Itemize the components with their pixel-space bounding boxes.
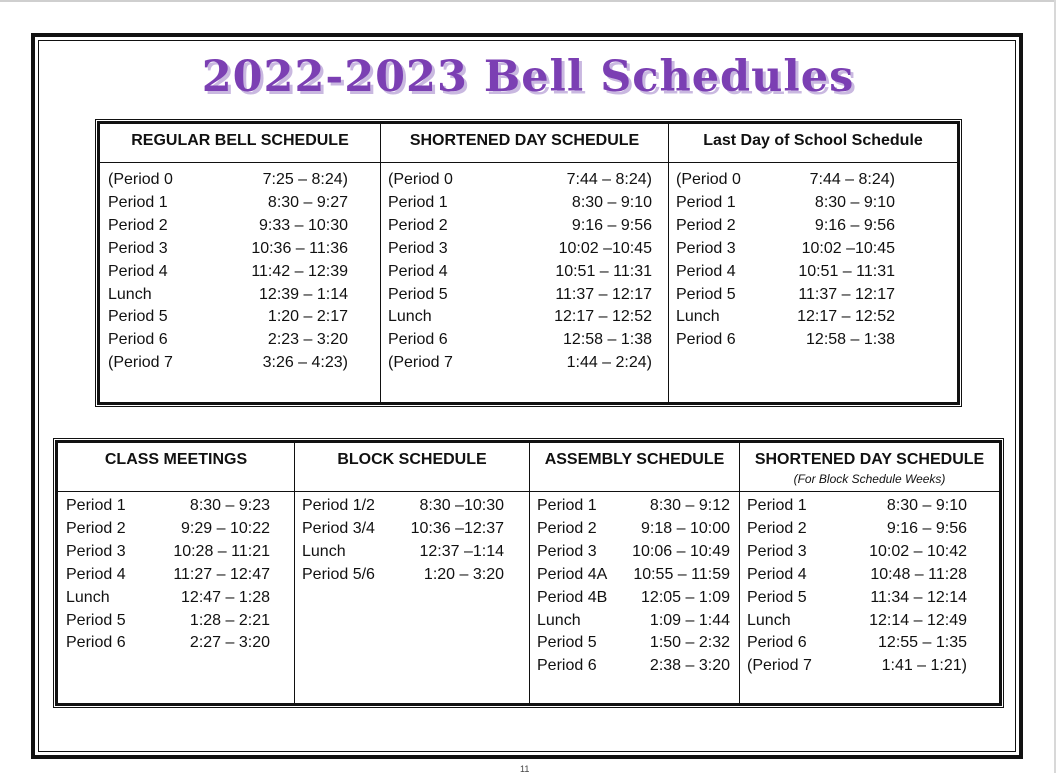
schedule-row xyxy=(388,352,652,375)
schedule-row xyxy=(676,169,895,192)
period-time: 10:02 – 10:42 xyxy=(869,542,967,560)
schedule-row xyxy=(108,169,348,192)
shortened-day-column xyxy=(381,163,669,404)
shortened-day-list xyxy=(388,166,652,375)
schedule-row xyxy=(108,284,348,307)
period-time: 10:36 –12:37 xyxy=(410,519,504,537)
period-time: 8:30 –10:30 xyxy=(419,497,504,514)
schedule-row xyxy=(747,495,967,518)
period-label: Period 6 xyxy=(676,331,736,349)
period-label: Period 5 xyxy=(388,285,448,303)
block-shortened-day-column xyxy=(740,492,1001,705)
period-label: (Period 0 xyxy=(676,171,741,188)
schedule-row xyxy=(108,192,348,215)
schedule-row xyxy=(302,564,504,587)
block-schedule-list xyxy=(302,492,504,587)
period-time: 10:02 –10:45 xyxy=(801,239,895,257)
period-label: Period 4 xyxy=(388,262,448,280)
period-label: Lunch xyxy=(302,542,346,560)
period-label: Period 6 xyxy=(537,657,597,675)
period-time: 1:41 – 1:21) xyxy=(881,657,967,675)
period-label: Period 2 xyxy=(747,519,807,537)
assembly-schedule-column xyxy=(530,492,740,705)
schedule-row xyxy=(66,564,270,587)
period-time: 12:47 – 1:28 xyxy=(181,588,270,606)
period-label: Period 5/6 xyxy=(302,565,375,583)
schedule-row xyxy=(388,306,652,329)
schedule-row xyxy=(676,306,895,329)
class-meetings-column xyxy=(57,492,295,705)
period-label: Period 4A xyxy=(537,565,608,583)
period-label: Period 6 xyxy=(388,331,448,349)
block-shortened-day-heading xyxy=(740,442,1001,492)
period-time: 9:16 – 9:56 xyxy=(886,519,967,537)
class-meetings-list xyxy=(66,492,270,655)
last-day-schedule-heading: Last Day of School Schedule xyxy=(669,123,959,163)
period-time: 1:50 – 2:32 xyxy=(649,634,730,652)
period-label: Period 5 xyxy=(676,285,736,303)
schedule-row xyxy=(676,329,895,352)
schedule-row xyxy=(676,215,895,238)
period-label: Period 1 xyxy=(66,497,126,514)
period-time: 12:55 – 1:35 xyxy=(878,634,967,652)
schedule-row xyxy=(537,587,730,610)
schedule-row xyxy=(108,261,348,284)
schedule-row xyxy=(108,306,348,329)
period-time: 10:28 – 11:21 xyxy=(173,542,270,560)
class-meetings-heading: CLASS MEETINGS xyxy=(57,442,295,492)
period-time: 1:09 – 1:44 xyxy=(649,611,730,629)
schedule-row xyxy=(537,518,730,541)
block-shortened-day-title: SHORTENED DAY SCHEDULE xyxy=(754,451,985,468)
schedule-row xyxy=(108,238,348,261)
period-label: Period 5 xyxy=(747,588,807,606)
period-label: Lunch xyxy=(388,308,432,326)
period-label: Period 1 xyxy=(108,193,168,211)
schedule-row xyxy=(66,495,270,518)
period-label: (Period 7 xyxy=(747,657,812,675)
period-time: 11:34 – 12:14 xyxy=(870,588,967,606)
period-label: Period 3/4 xyxy=(302,519,375,537)
period-time: 10:02 –10:45 xyxy=(558,239,652,257)
period-label: Period 3 xyxy=(676,239,736,257)
period-time: 9:29 – 10:22 xyxy=(181,519,270,537)
period-label: Period 4 xyxy=(676,262,736,280)
schedule-row xyxy=(537,655,730,678)
page-top-edge xyxy=(0,0,1056,2)
period-label: Period 1 xyxy=(676,193,736,211)
schedule-row xyxy=(537,632,730,655)
period-label: Period 3 xyxy=(108,239,168,257)
period-time: 1:28 – 2:21 xyxy=(189,611,270,629)
period-time: 8:30 – 9:10 xyxy=(886,497,967,514)
assembly-schedule-heading: ASSEMBLY SCHEDULE xyxy=(530,442,740,492)
schedule-row xyxy=(388,192,652,215)
period-label: (Period 0 xyxy=(388,171,453,188)
page-title: 2022-2023 Bell Schedules xyxy=(201,52,855,102)
period-label: Period 5 xyxy=(108,308,168,326)
schedule-row xyxy=(537,495,730,518)
period-label: Period 1 xyxy=(537,497,597,514)
schedule-row xyxy=(302,518,504,541)
period-time: 12:05 – 1:09 xyxy=(641,588,730,606)
period-time: 9:33 – 10:30 xyxy=(259,216,348,234)
period-label: Lunch xyxy=(747,611,791,629)
schedule-row xyxy=(676,192,895,215)
schedule-row xyxy=(66,541,270,564)
period-time: 11:27 – 12:47 xyxy=(173,565,270,583)
period-label: Period 4 xyxy=(108,262,168,280)
period-label: Period 2 xyxy=(676,216,736,234)
period-time: 12:58 – 1:38 xyxy=(563,331,652,349)
period-time: 12:17 – 12:52 xyxy=(797,308,895,326)
period-label: (Period 7 xyxy=(388,354,453,372)
block-schedule-column xyxy=(295,492,530,705)
period-label: Lunch xyxy=(537,611,581,629)
period-label: Period 4 xyxy=(66,565,126,583)
last-day-column xyxy=(669,163,959,404)
block-schedule-heading: BLOCK SCHEDULE xyxy=(295,442,530,492)
period-label: Period 2 xyxy=(66,519,126,537)
schedule-row xyxy=(537,564,730,587)
period-label: Period 2 xyxy=(537,519,597,537)
period-label: Period 6 xyxy=(66,634,126,652)
schedule-row xyxy=(537,610,730,633)
period-label: Period 5 xyxy=(537,634,597,652)
schedule-row xyxy=(108,329,348,352)
period-time: 8:30 – 9:27 xyxy=(267,193,348,211)
period-label: Period 2 xyxy=(108,216,168,234)
schedule-row xyxy=(108,215,348,238)
period-label: Period 1 xyxy=(747,497,807,514)
block-shortened-day-list xyxy=(747,492,967,678)
period-label: Period 3 xyxy=(537,542,597,560)
period-label: Period 6 xyxy=(108,331,168,349)
period-label: Period 2 xyxy=(388,216,448,234)
schedule-row xyxy=(676,238,895,261)
shortened-day-schedule-heading: SHORTENED DAY SCHEDULE xyxy=(381,123,669,163)
schedule-row xyxy=(302,495,504,518)
period-time: 11:37 – 12:17 xyxy=(798,285,895,303)
period-time: 2:23 – 3:20 xyxy=(267,331,348,349)
period-label: Period 5 xyxy=(66,611,126,629)
schedule-row xyxy=(108,352,348,375)
period-time: 10:06 – 10:49 xyxy=(632,542,730,560)
schedule-row xyxy=(66,632,270,655)
period-time: 9:18 – 10:00 xyxy=(641,519,730,537)
period-time: 11:37 – 12:17 xyxy=(555,285,652,303)
schedule-row xyxy=(66,587,270,610)
period-time: 1:44 – 2:24) xyxy=(566,354,652,372)
schedule-row xyxy=(747,541,967,564)
schedule-row xyxy=(676,261,895,284)
period-label: Period 4B xyxy=(537,588,608,606)
period-label: Period 3 xyxy=(66,542,126,560)
period-time: 1:20 – 3:20 xyxy=(423,565,504,583)
period-label: Period 4 xyxy=(747,565,807,583)
period-time: 12:37 –1:14 xyxy=(419,542,504,560)
period-label: Lunch xyxy=(676,308,720,326)
last-day-list xyxy=(676,166,895,352)
period-time: 3:26 – 4:23) xyxy=(262,354,348,372)
schedule-row xyxy=(747,518,967,541)
schedule-row xyxy=(388,261,652,284)
schedule-row xyxy=(747,632,967,655)
schedule-row xyxy=(388,169,652,192)
page-number: 11 xyxy=(520,764,530,774)
schedule-row xyxy=(747,655,967,678)
period-time: 7:44 – 8:24) xyxy=(566,171,652,188)
period-time: 11:42 – 12:39 xyxy=(251,262,348,280)
period-time: 2:38 – 3:20 xyxy=(649,657,730,675)
period-time: 10:48 – 11:28 xyxy=(870,565,967,583)
period-label: (Period 0 xyxy=(108,171,173,188)
period-label: Period 3 xyxy=(388,239,448,257)
period-label: (Period 7 xyxy=(108,354,173,372)
period-label: Period 6 xyxy=(747,634,807,652)
schedule-row xyxy=(537,541,730,564)
period-time: 12:39 – 1:14 xyxy=(259,285,348,303)
period-time: 9:16 – 9:56 xyxy=(814,216,895,234)
schedule-row xyxy=(388,329,652,352)
period-time: 7:25 – 8:24) xyxy=(262,171,348,188)
bottom-schedules-table xyxy=(55,440,1002,706)
regular-schedule-list xyxy=(108,166,348,375)
top-schedules-table xyxy=(97,121,960,405)
period-time: 10:51 – 11:31 xyxy=(555,262,652,280)
period-time: 2:27 – 3:20 xyxy=(189,634,270,652)
schedule-row xyxy=(676,284,895,307)
period-label: Period 1/2 xyxy=(302,497,375,514)
assembly-schedule-list xyxy=(537,492,730,678)
block-shortened-day-subtitle: (For Block Schedule Weeks) xyxy=(793,472,946,486)
period-time: 8:30 – 9:10 xyxy=(571,193,652,211)
period-time: 8:30 – 9:23 xyxy=(189,497,270,514)
schedule-row xyxy=(747,610,967,633)
schedule-row xyxy=(388,238,652,261)
period-time: 12:58 – 1:38 xyxy=(806,331,895,349)
period-label: Lunch xyxy=(66,588,110,606)
schedule-row xyxy=(388,215,652,238)
regular-schedule-column xyxy=(99,163,381,404)
period-time: 8:30 – 9:12 xyxy=(649,497,730,514)
period-time: 12:17 – 12:52 xyxy=(554,308,652,326)
period-time: 9:16 – 9:56 xyxy=(571,216,652,234)
schedule-row xyxy=(747,587,967,610)
period-time: 1:20 – 2:17 xyxy=(267,308,348,326)
period-time: 8:30 – 9:10 xyxy=(814,193,895,211)
schedule-row xyxy=(388,284,652,307)
schedule-row xyxy=(302,541,504,564)
period-time: 10:51 – 11:31 xyxy=(798,262,895,280)
period-time: 7:44 – 8:24) xyxy=(809,171,895,188)
period-label: Lunch xyxy=(108,285,152,303)
period-label: Period 3 xyxy=(747,542,807,560)
period-label: Period 1 xyxy=(388,193,448,211)
schedule-row xyxy=(66,518,270,541)
period-time: 10:55 – 11:59 xyxy=(633,565,730,583)
schedule-row xyxy=(66,610,270,633)
period-time: 10:36 – 11:36 xyxy=(251,239,348,257)
schedule-row xyxy=(747,564,967,587)
regular-schedule-heading: REGULAR BELL SCHEDULE xyxy=(99,123,381,163)
period-time: 12:14 – 12:49 xyxy=(869,611,967,629)
